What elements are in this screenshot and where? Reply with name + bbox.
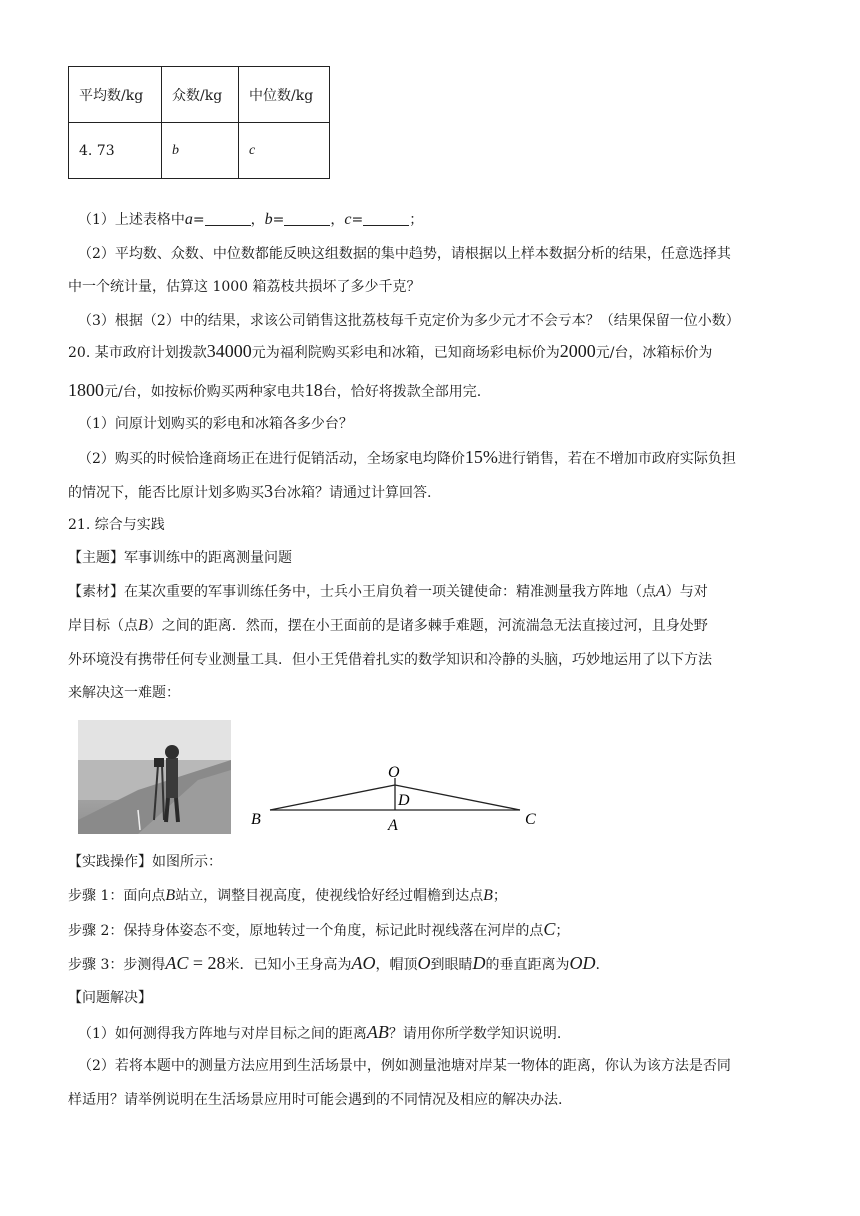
q20-line2: 1800元/台，如按标价购买两种家电共18台，恰好将拨款全部用完. [68, 380, 482, 400]
q21-solve-part1: （1）如何测得我方阵地与对岸目标之间的距离AB？请用你所学数学知识说明. [78, 1022, 562, 1042]
table-header-mean: 平均数/kg [69, 67, 162, 123]
line-bo [270, 785, 395, 810]
q21-title: 21. 综合与实践 [68, 517, 165, 533]
label-b: B [251, 811, 261, 828]
soldier-photo [78, 720, 231, 834]
table-cell-mean: 4. 73 [69, 123, 162, 179]
q21-solve-heading: 【问题解决】 [68, 990, 152, 1006]
q21-solve-part2-line2: 样适用？请举例说明在生活场景应用时可能会遇到的不同情况及相应的解决办法. [68, 1092, 563, 1108]
label-c: C [525, 811, 536, 828]
q21-step3: 步骤 3：步测得AC = 28米．已知小王身高为AO，帽顶O到眼睛D的垂直距离为OD. [68, 953, 600, 973]
answer-blank-a[interactable] [205, 211, 251, 226]
table-header-mode: 众数/kg [162, 67, 239, 123]
table-header-median: 中位数/kg [239, 67, 330, 123]
q21-theme: 【主题】军事训练中的距离测量问题 [68, 550, 292, 566]
q20-line1: 20. 某市政府计划拨款34000元为福利院购买彩电和冰箱，已知商场彩电标价为2000元/台，冰箱标价为 [68, 341, 713, 361]
q20-part2-line2: 的情况下，能否比原计划多购买3台冰箱？请通过计算回答. [68, 481, 432, 501]
q21-solve-part2-line1: （2）若将本题中的测量方法应用到生活场景中，例如测量池塘对岸某一物体的距离，你认为该方法是否同 [78, 1058, 731, 1074]
q20-part2-line1: （2）购买的时候恰逢商场正在进行促销活动，全场家电均降价15%进行销售，若在不增加市政府实际负担 [78, 447, 736, 467]
line-oc [395, 785, 520, 810]
label-a: A [388, 817, 398, 834]
answer-blank-b[interactable] [284, 211, 330, 226]
q21-step2: 步骤 2：保持身体姿态不变，原地转过一个角度，标记此时视线落在河岸的点C； [68, 919, 570, 939]
label-o: O [388, 764, 400, 781]
q19-part2-line1: （2）平均数、众数、中位数都能反映这组数据的集中趋势，请根据以上样本数据分析的结果，任意选择其 [78, 246, 731, 262]
q21-material-line2: 岸目标（点B）之间的距离．然而，摆在小王面前的是诸多棘手难题，河流湍急无法直接过河，且身处野 [68, 617, 708, 634]
q21-step1: 步骤 1：面向点B站立，调整目视高度，使视线恰好经过帽檐到达点B； [68, 887, 507, 904]
label-d: D [398, 792, 410, 809]
q21-material-line1: 【素材】在某次重要的军事训练任务中，士兵小王肩负着一项关键使命：精准测量我方阵地（点A）与对 [68, 583, 708, 600]
q21-material-line4: 来解决这一难题： [68, 685, 180, 701]
q19-part3: （3）根据（2）中的结果，求该公司销售这批荔枝每千克定价为多少元才不会亏本？（结果保留一位小数） [78, 313, 740, 329]
table-cell-median: c [239, 123, 330, 179]
table-row [69, 123, 330, 179]
q21-practice: 【实践操作】如图所示： [68, 854, 222, 870]
q19-part1: （1）上述表格中a= ，b= ，c= ； [78, 211, 424, 228]
answer-blank-c[interactable] [363, 211, 409, 226]
table-header-row [69, 67, 330, 123]
q21-material-line3: 外环境没有携带任何专业测量工具．但小王凭借着扎实的数学知识和冷静的头脑，巧妙地运用了以下方法 [68, 652, 712, 668]
soldier-photo-drawing [78, 720, 231, 834]
statistics-table [68, 66, 330, 179]
q19-part2-line2: 中一个统计量，估算这 1000 箱荔枝共损坏了多少千克？ [68, 279, 421, 295]
triangle-diagram [245, 758, 545, 838]
table-cell-mode: b [162, 123, 239, 179]
q20-part1: （1）问原计划购买的彩电和冰箱各多少台？ [78, 416, 353, 432]
